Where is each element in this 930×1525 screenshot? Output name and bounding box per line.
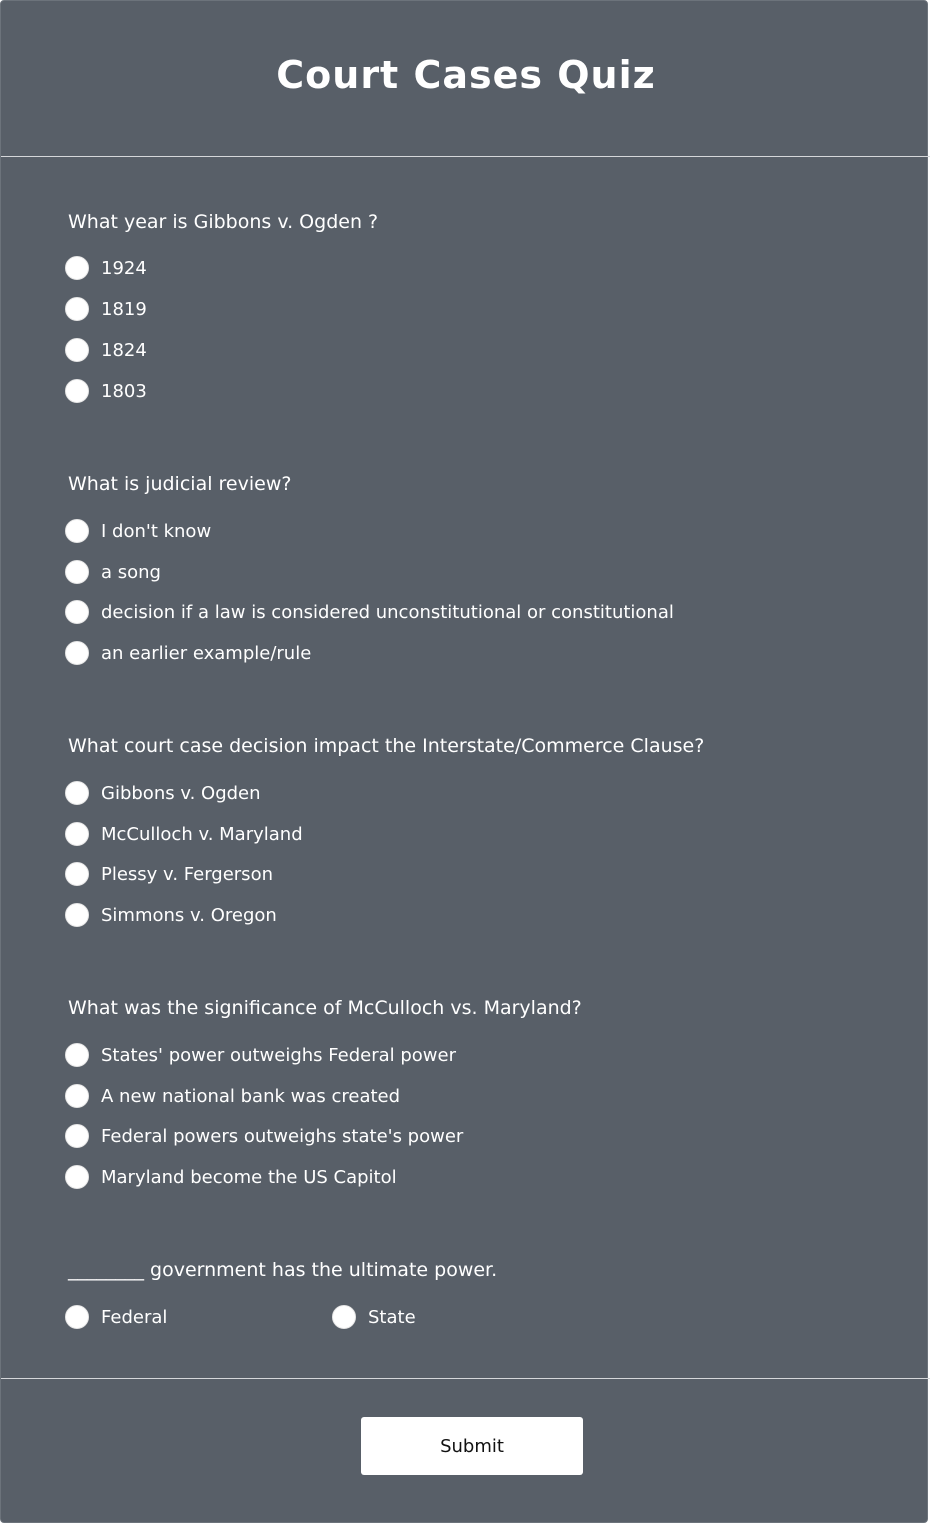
header-divider — [1, 156, 930, 157]
radio-button[interactable] — [65, 560, 89, 584]
footer-divider — [1, 1378, 930, 1379]
answer-label: McCulloch v. Maryland — [101, 823, 303, 845]
answer-option[interactable] — [65, 902, 277, 928]
answer-label: 1803 — [101, 380, 147, 402]
answer-label: 1824 — [101, 339, 147, 361]
radio-button[interactable] — [65, 1043, 89, 1067]
radio-button[interactable] — [65, 641, 89, 665]
radio-button[interactable] — [65, 519, 89, 543]
answer-option[interactable] — [65, 378, 147, 404]
answer-label: decision if a law is considered unconstitutional or constitutional — [101, 601, 674, 623]
radio-button[interactable] — [65, 822, 89, 846]
radio-button[interactable] — [65, 297, 89, 321]
answer-option[interactable] — [65, 780, 261, 806]
answer-option[interactable] — [65, 861, 273, 887]
page-title: Court Cases Quiz — [276, 53, 656, 97]
answer-label: 1924 — [101, 257, 147, 279]
answer-option[interactable] — [65, 296, 147, 322]
answer-label: Gibbons v. Ogden — [101, 782, 261, 804]
radio-button[interactable] — [65, 781, 89, 805]
radio-button[interactable] — [65, 600, 89, 624]
answer-option[interactable] — [65, 599, 674, 625]
answer-option[interactable] — [332, 1304, 416, 1330]
answer-option[interactable] — [65, 1083, 400, 1109]
answer-option[interactable] — [65, 559, 161, 585]
answer-label: Plessy v. Fergerson — [101, 863, 273, 885]
radio-button[interactable] — [65, 1124, 89, 1148]
answer-label: a song — [101, 561, 161, 583]
answer-label: an earlier example/rule — [101, 642, 312, 664]
question-text: What was the significance of McCulloch vs. Maryland? — [68, 997, 582, 1019]
answer-option[interactable] — [65, 1164, 397, 1190]
radio-button[interactable] — [65, 379, 89, 403]
answer-label: Simmons v. Oregon — [101, 904, 277, 926]
answer-option[interactable] — [65, 1304, 167, 1330]
answer-option[interactable] — [65, 337, 147, 363]
radio-button[interactable] — [65, 1305, 89, 1329]
answer-label: Federal — [101, 1306, 168, 1328]
radio-button[interactable] — [65, 903, 89, 927]
radio-button[interactable] — [65, 1084, 89, 1108]
answer-label: I don't know — [101, 520, 212, 542]
submit-button[interactable]: Submit — [361, 1417, 583, 1475]
question-text: What year is Gibbons v. Ogden ? — [68, 211, 379, 233]
radio-button[interactable] — [65, 256, 89, 280]
radio-button[interactable] — [65, 338, 89, 362]
answer-option[interactable] — [65, 1042, 456, 1068]
question-text: What court case decision impact the Interstate/Commerce Clause? — [68, 735, 705, 757]
answer-label: 1819 — [101, 298, 147, 320]
radio-button[interactable] — [332, 1305, 356, 1329]
answer-option[interactable] — [65, 1123, 463, 1149]
radio-button[interactable] — [65, 862, 89, 886]
answer-label: States' power outweighs Federal power — [101, 1044, 456, 1066]
answer-label: Federal powers outweighs state's power — [101, 1125, 464, 1147]
answer-option[interactable] — [65, 518, 211, 544]
answer-label: State — [368, 1306, 416, 1328]
question-text: ________ government has the ultimate power. — [68, 1259, 498, 1281]
answer-option[interactable] — [65, 821, 303, 847]
answer-option[interactable] — [65, 640, 311, 666]
radio-button[interactable] — [65, 1165, 89, 1189]
answer-option[interactable] — [65, 255, 147, 281]
answer-label: A new national bank was created — [101, 1085, 401, 1107]
answer-label: Maryland become the US Capitol — [101, 1166, 397, 1188]
question-text: What is judicial review? — [68, 473, 292, 495]
